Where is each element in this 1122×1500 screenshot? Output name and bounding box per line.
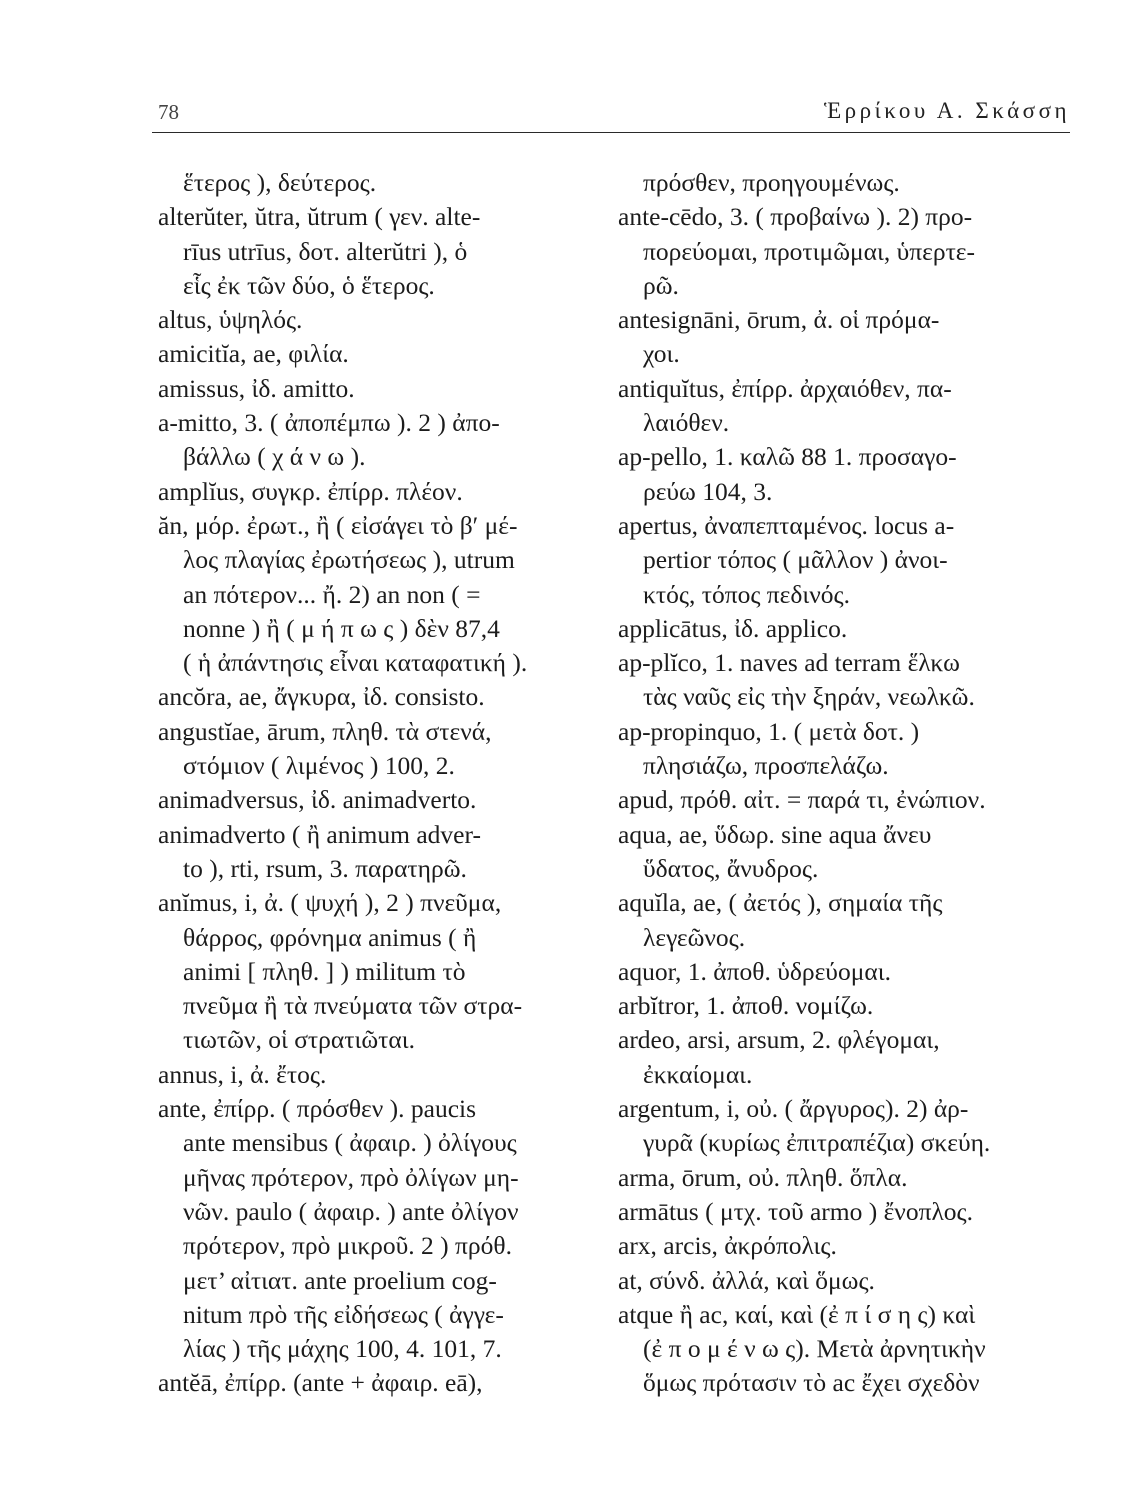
dictionary-line: rīus utrīus, δοτ. alterŭtri ), ὁ [183,236,468,266]
dictionary-line: ante, ἐπίρρ. ( πρόσθεν ). paucis [158,1094,477,1124]
dictionary-line: λεγεῶνος. [643,922,746,952]
dictionary-line: antesignāni, ōrum, ἀ. οἱ πρόμα- [618,305,940,335]
dictionary-line: amissus, ἰδ. amitto. [158,373,355,403]
dictionary-line: aquĭla, ae, ( ἀετός ), σημαία τῆς [618,888,943,918]
dictionary-line: (ἐ π ο μ έ ν ω ς). Μετὰ ἀρνητικὴν [643,1334,986,1364]
dictionary-line: antiquĭtus, ἐπίρρ. ἀρχαιόθεν, πα- [618,373,952,403]
dictionary-line: λος πλαγίας ἐρωτήσεως ), utrum [183,545,515,575]
dictionary-line: πλησιάζω, προσπελάζω. [643,751,889,781]
dictionary-line: πνεῦμα ἢ τὰ πνεύματα τῶν στρα- [183,991,523,1021]
dictionary-line: χοι. [643,339,680,369]
dictionary-line: annus, i, ἀ. ἔτος. [158,1059,327,1089]
dictionary-line: aquor, 1. ἀποθ. ὑδρεύομαι. [618,956,891,986]
dictionary-line: arbĭtror, 1. ἀποθ. νομίζω. [618,991,874,1021]
dictionary-line: ăn, μόρ. ἐρωτ., ἢ ( εἰσάγει τὸ β′ μέ- [158,510,518,540]
dictionary-line: λαιόθεν. [643,408,730,438]
dictionary-line: πορεύομαι, προτιμῶμαι, ὑπερτε- [643,236,976,266]
dictionary-line: νῶν. paulo ( ἀφαιρ. ) ante ὀλίγον [183,1196,519,1226]
dictionary-line: arma, ōrum, οὐ. πληθ. ὅπλα. [618,1162,908,1192]
dictionary-line: ὅμως πρότασιν τὸ ac ἔχει σχεδὸν [643,1368,980,1398]
dictionary-line: angustĭae, ārum, πληθ. τὰ στενά, [158,716,492,746]
dictionary-line: πρότερον, πρὸ μικροῦ. 2 ) πρόθ. [183,1231,512,1261]
dictionary-line: apertus, ἀναπεπταμένος. locus a- [618,510,955,540]
page-header [152,92,1070,133]
dictionary-line: λίας ) τῆς μάχης 100, 4. 101, 7. [183,1334,502,1364]
dictionary-line: antĕā, ἐπίρρ. (ante + ἀφαιρ. eā), [158,1368,483,1398]
dictionary-line: ante mensibus ( ἀφαιρ. ) ὀλίγους [183,1128,517,1158]
dictionary-line: ardeo, arsi, arsum, 2. φλέγομαι, [618,1025,940,1055]
dictionary-line: an πότερον... ἤ. 2) an non ( = [183,579,481,609]
dictionary-line: armātus ( μτχ. τοῦ armo ) ἔνοπλος. [618,1196,974,1226]
dictionary-line: μῆνας πρότερον, πρὸ ὀλίγων μη- [183,1162,519,1192]
dictionary-line: τὰς ναῦς εἰς τὴν ξηράν, νεωλκῶ. [643,682,975,712]
dictionary-line: animi [ πληθ. ] ) militum τὸ [183,956,466,986]
dictionary-line: arx, arcis, ἀκρόπολις. [618,1231,837,1261]
dictionary-line: nitum πρὸ τῆς εἰδήσεως ( ἀγγε- [183,1299,504,1329]
dictionary-line: pertior τόπος ( μᾶλλον ) ἀνοι- [643,545,948,575]
dictionary-line: πρόσθεν, προηγουμένως. [643,168,900,197]
dictionary-line: altus, ὑψηλός. [158,305,303,335]
dictionary-line: μετ’ αἰτιατ. ante proelium cog- [183,1265,497,1295]
dictionary-line: ( ἡ ἀπάντησις εἶναι καταφατική ). [183,648,528,678]
dictionary-line: κτός, τόπος πεδινός. [643,579,851,609]
dictionary-line: θάρρος, φρόνημα animus ( ἢ [183,922,477,952]
dictionary-line: amicitĭa, ae, φιλία. [158,339,349,369]
dictionary-line: animadverto ( ἢ animum adver- [158,819,481,849]
dictionary-line: στόμιον ( λιμένος ) 100, 2. [183,751,455,781]
dictionary-line: a-mitto, 3. ( ἀποπέμπω ). 2 ) ἀπο- [158,408,500,438]
dictionary-line: γυρᾶ (κυρίως ἐπιτραπέζια) σκεύη. [643,1128,991,1158]
page-number: 78 [158,100,179,124]
dictionary-line: to ), rti, rsum, 3. παρατηρῶ. [183,853,467,883]
dictionary-line: ap-plĭco, 1. naves ad terram ἕλκω [618,648,960,678]
dictionary-line: at, σύνδ. ἀλλά, καὶ ὅμως. [618,1265,875,1295]
dictionary-line: anĭmus, i, ἀ. ( ψυχή ), 2 ) πνεῦμα, [158,888,502,918]
dictionary-line: atque ἢ ac, καί, καὶ (ἐ π ί σ η ς) καὶ [618,1299,976,1329]
left-column [158,166,598,1401]
dictionary-line: τιωτῶν, οἱ στρατιῶται. [183,1025,416,1055]
dictionary-line: ρῶ. [643,270,679,300]
dictionary-line: amplĭus, συγκρ. ἐπίρρ. πλέον. [158,476,463,506]
dictionary-line: nonne ) ἢ ( μ ή π ω ς ) δὲν 87,4 [183,613,500,643]
right-column [618,166,1078,1401]
dictionary-line: apud, πρόθ. αἰτ. = παρά τι, ἐνώπιον. [618,785,986,815]
dictionary-line: βάλλω ( χ ά ν ω ). [183,442,366,472]
dictionary-line: alterŭter, ŭtra, ŭtrum ( γεν. alte- [158,202,481,232]
dictionary-line: ὕδατος, ἄνυδρος. [643,853,819,883]
dictionary-line: εἷς ἐκ τῶν δύο, ὁ ἕτερος. [183,270,435,300]
dictionary-line: aqua, ae, ὕδωρ. sine aqua ἄνευ [618,819,932,849]
dictionary-line: ancŏra, ae, ἄγκυρα, ἰδ. consisto. [158,682,485,712]
dictionary-line: animadversus, ἰδ. animadverto. [158,785,477,815]
dictionary-line: applicātus, ἰδ. applico. [618,613,848,643]
dictionary-line: ap-pello, 1. καλῶ 88 1. προσαγο- [618,442,957,472]
running-head: Ἑρρίκου Α. Σκάσση [823,98,1070,123]
dictionary-line: argentum, i, οὐ. ( ἄργυρος). 2) ἀρ- [618,1094,969,1124]
dictionary-line: ρεύω 104, 3. [643,476,773,506]
dictionary-line: ap-propinquo, 1. ( μετὰ δοτ. ) [618,716,920,746]
dictionary-line: ἕτερος ), δεύτερος. [183,168,377,197]
dictionary-line: ἐκκαίομαι. [643,1059,753,1089]
dictionary-line: ante-cēdo, 3. ( προβαίνω ). 2) προ- [618,202,973,232]
